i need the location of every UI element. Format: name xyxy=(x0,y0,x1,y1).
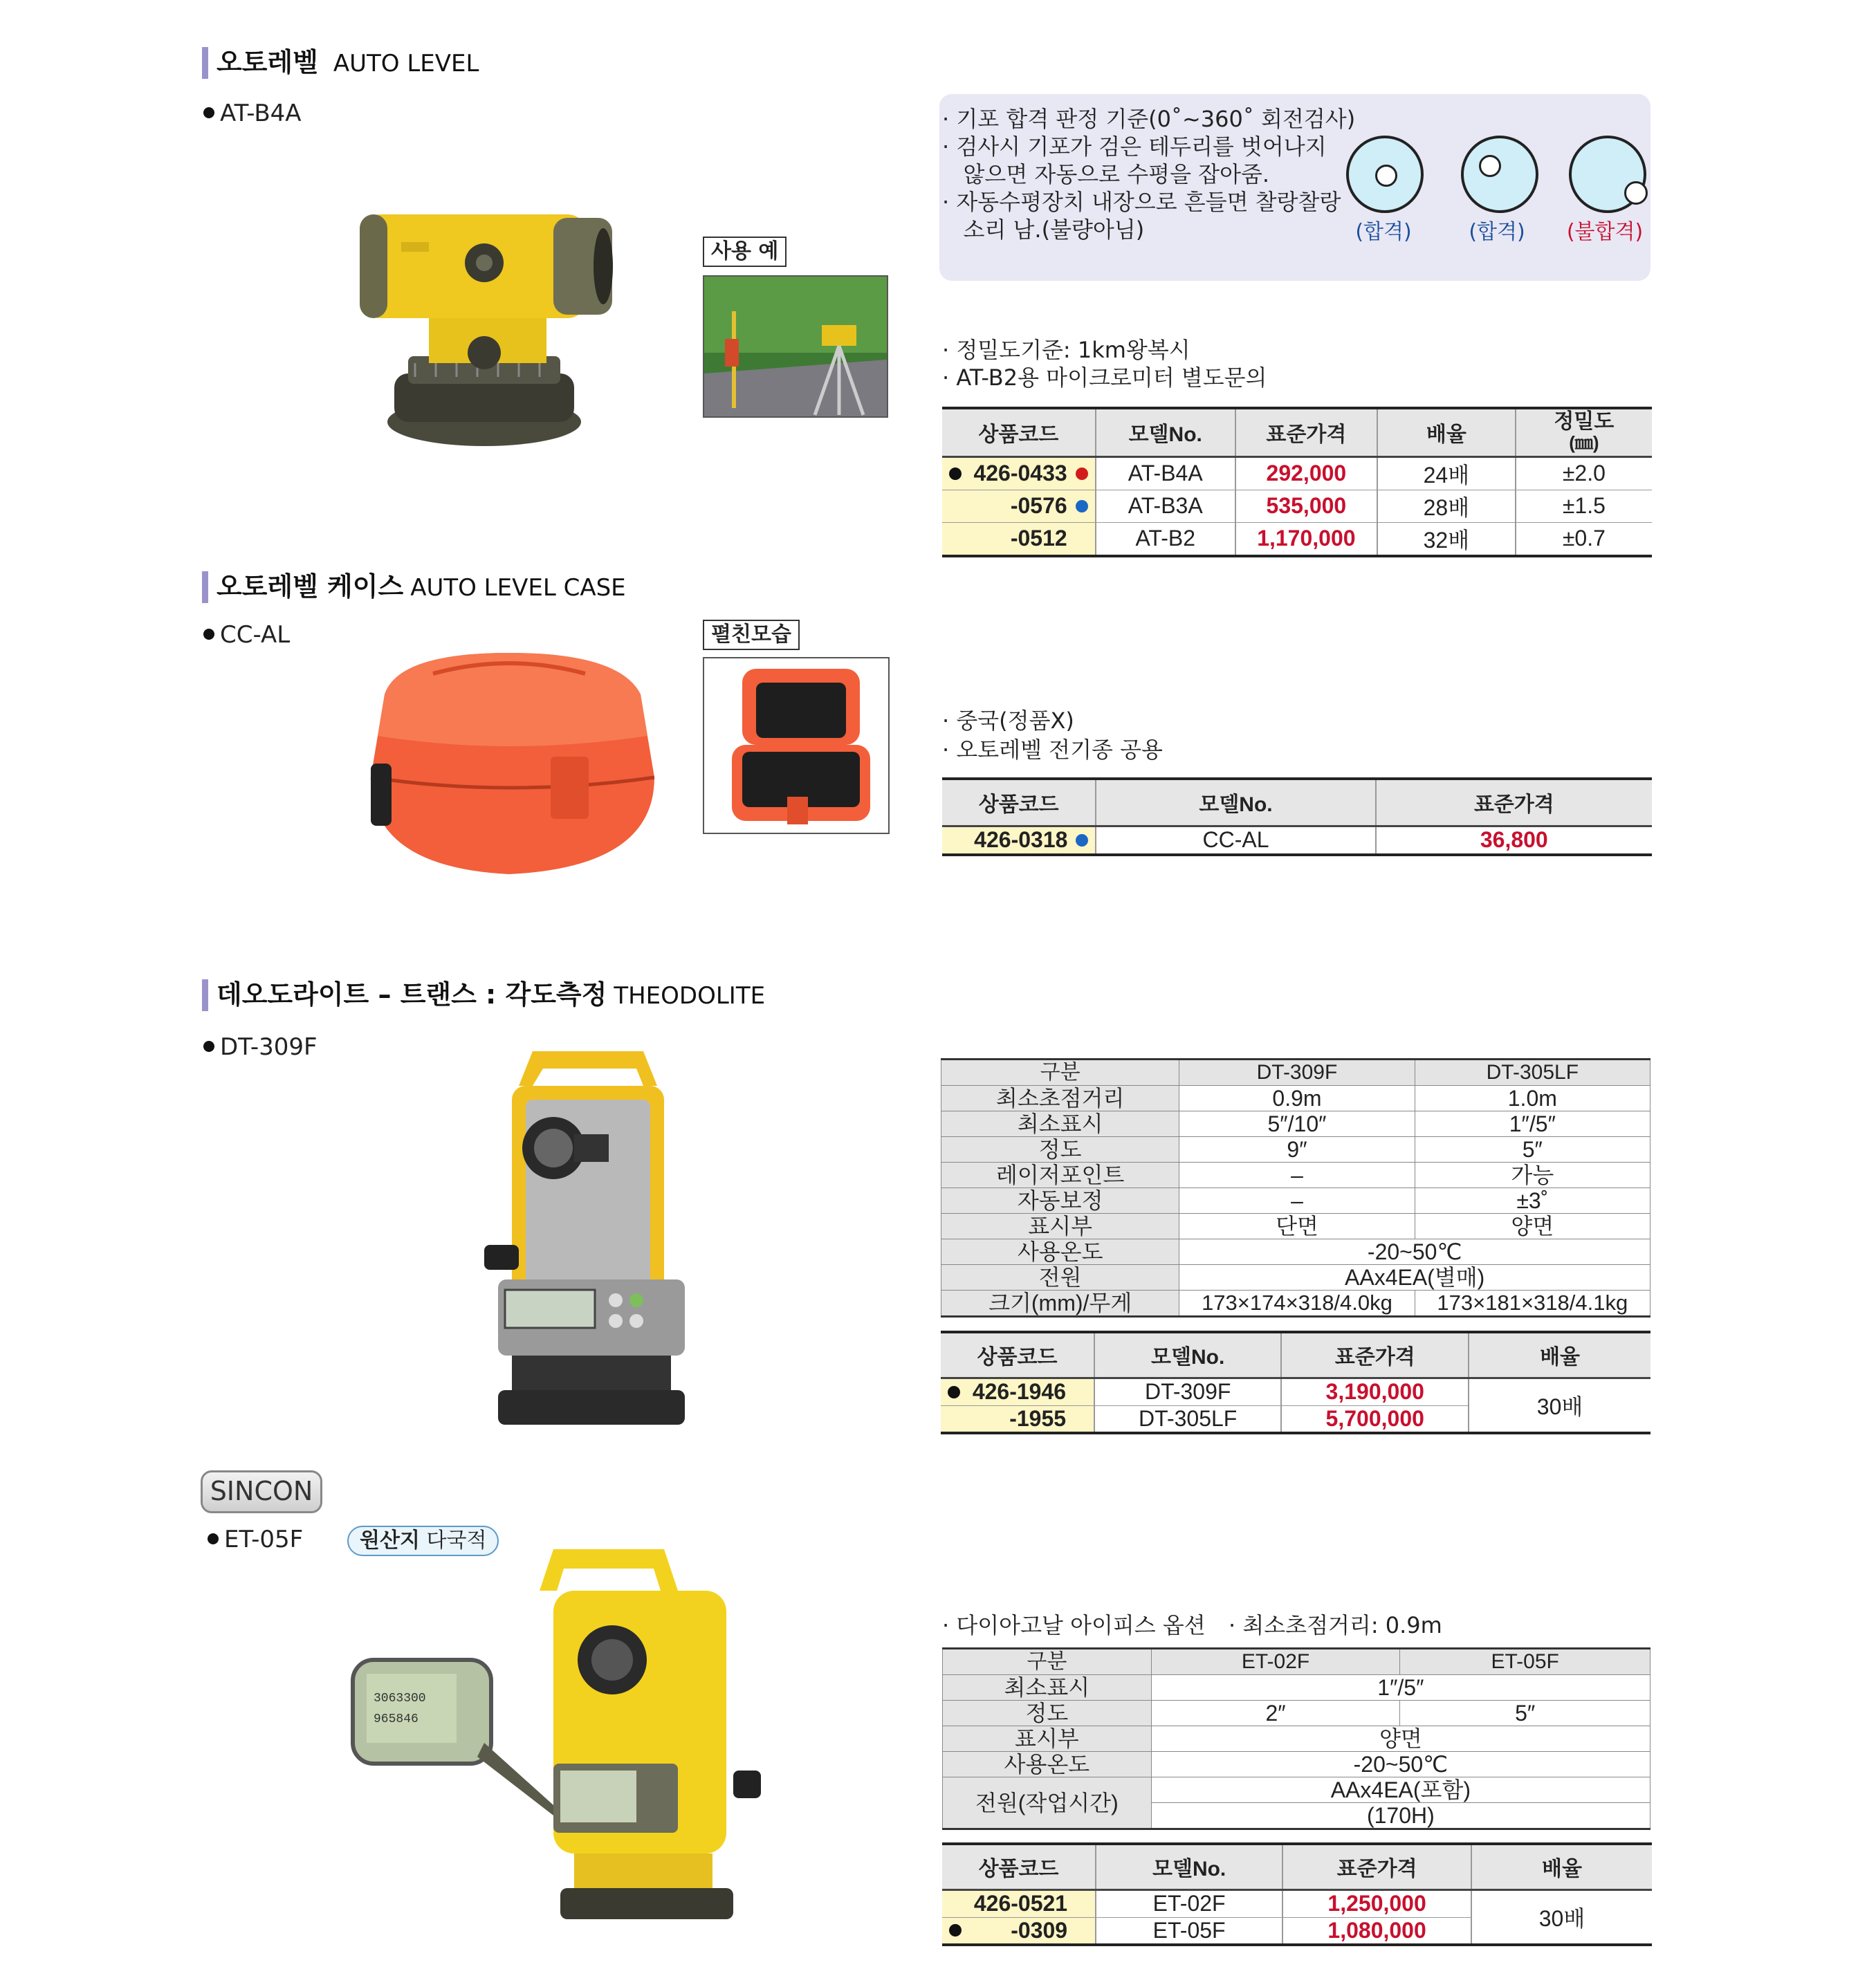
open-view-tag: 펼친모습 xyxy=(703,620,800,650)
spec-row xyxy=(941,1291,1650,1317)
table-header-row xyxy=(941,1332,1650,1378)
header-magnification: 배율 xyxy=(1469,1332,1650,1378)
bubble-label-pass-1: (합격) xyxy=(1355,220,1412,244)
product-code-cell xyxy=(942,826,1096,855)
price-cell: 36,800 xyxy=(1376,826,1652,855)
section-title-text: 오토레벨 xyxy=(217,47,318,77)
spec-value: 5″ xyxy=(1415,1137,1650,1163)
price-cell: 5,700,000 xyxy=(1281,1405,1469,1433)
code-text: -1955 xyxy=(1009,1405,1067,1431)
magnification-cell: 24배 xyxy=(1377,456,1516,490)
et-price-table xyxy=(942,1842,1652,1946)
code-text: 426-0318 xyxy=(974,827,1068,853)
spec-value: 2″ xyxy=(1151,1701,1400,1726)
table-row xyxy=(942,522,1652,556)
level-bubble-pass-offset-icon xyxy=(1461,136,1538,213)
table-row xyxy=(942,1889,1652,1917)
level-bubble-fail-icon xyxy=(1569,136,1646,213)
product-code-cell xyxy=(942,1889,1096,1917)
spec-value: 양면 xyxy=(1415,1214,1650,1239)
code-text: -0576 xyxy=(1010,493,1067,518)
spec-row xyxy=(941,1137,1650,1163)
code-text: 426-0433 xyxy=(973,461,1067,486)
model-label-cc-al xyxy=(203,621,290,649)
spec-label: 사용온도 xyxy=(941,1239,1179,1265)
spec-value: 173×181×318/4.1kg xyxy=(1415,1291,1650,1317)
svg-text:965846: 965846 xyxy=(374,1712,419,1726)
spec-value: 가능 xyxy=(1415,1163,1650,1188)
spec-label: 사용온도 xyxy=(943,1752,1152,1777)
table-row xyxy=(941,1378,1650,1405)
spec-head-et-02f: ET-02F xyxy=(1151,1649,1400,1675)
spec-label: 표시부 xyxy=(943,1726,1152,1752)
code-text: 426-0521 xyxy=(973,1891,1068,1916)
level-bubble-pass-center-icon xyxy=(1346,136,1424,213)
product-code-cell xyxy=(942,1917,1096,1945)
info-line-5: 소리 남.(불량아님) xyxy=(942,216,1145,243)
model-cell: DT-305LF xyxy=(1094,1405,1281,1433)
dt-spec-table xyxy=(941,1058,1650,1318)
model-cell: DT-309F xyxy=(1094,1378,1281,1405)
bullet-dot-icon xyxy=(948,1386,960,1398)
usage-example-photo xyxy=(703,275,888,418)
spec-label: 최소표시 xyxy=(941,1111,1179,1137)
header-precision-unit: (㎜) xyxy=(1569,432,1599,454)
spec-value: 173×174×318/4.0kg xyxy=(1179,1291,1415,1317)
spec-value: (170H) xyxy=(1151,1803,1650,1829)
red-dot-icon xyxy=(1076,468,1088,480)
spec-value: – xyxy=(1179,1188,1415,1214)
model-text: CC-AL xyxy=(220,621,291,649)
spec-label: 자동보정 xyxy=(941,1188,1179,1214)
model-text: AT-B4A xyxy=(220,100,302,127)
section-title-en: AUTO LEVEL xyxy=(333,50,479,77)
info-line-4: · 자동수평장치 내장으로 흔들면 찰랑찰랑 xyxy=(942,189,1341,215)
spec-value: -20~50℃ xyxy=(1151,1752,1650,1777)
min-focus-note: · 최소초점거리: 0.9m xyxy=(1229,1612,1442,1638)
header-model: 모델No. xyxy=(1096,779,1375,826)
bubble-label-fail: (불합격) xyxy=(1566,220,1644,244)
model-label-dt-309f xyxy=(203,1033,318,1061)
spec-value: 1″/5″ xyxy=(1415,1111,1650,1137)
model-text: DT-309F xyxy=(220,1033,318,1061)
header-price: 표준가격 xyxy=(1376,779,1652,826)
code-text: 426-1946 xyxy=(972,1379,1067,1404)
spec-row xyxy=(941,1265,1650,1291)
header-code: 상품코드 xyxy=(942,1844,1096,1889)
spec-value: 1.0m xyxy=(1415,1086,1650,1111)
spec-header-row xyxy=(943,1649,1650,1675)
spec-value: ±3˚ xyxy=(1415,1188,1650,1214)
spec-head-category: 구분 xyxy=(943,1649,1152,1675)
spec-value: AAx4EA(별매) xyxy=(1179,1265,1650,1291)
blue-dot-icon xyxy=(1076,500,1088,512)
code-text: -0309 xyxy=(1011,1917,1068,1943)
spec-label: 최소표시 xyxy=(943,1675,1152,1701)
spec-row xyxy=(943,1675,1650,1701)
price-cell: 1,080,000 xyxy=(1282,1917,1471,1945)
spec-row xyxy=(941,1111,1650,1137)
precision-note: · 정밀도기준: 1km왕복시 xyxy=(942,337,1190,363)
dt-price-table xyxy=(941,1331,1650,1434)
theodolite-et-05f-image xyxy=(346,1542,782,1930)
spec-label: 정도 xyxy=(943,1701,1152,1726)
table-header-row xyxy=(942,1844,1652,1889)
price-cell: 1,250,000 xyxy=(1282,1889,1471,1917)
spec-head-et-05f: ET-05F xyxy=(1400,1649,1650,1675)
table-row xyxy=(942,490,1652,522)
precision-cell: ±1.5 xyxy=(1516,490,1652,522)
product-code-cell xyxy=(942,490,1096,522)
brand-badge-sincon: SINCON xyxy=(201,1470,322,1513)
spec-header-row xyxy=(941,1060,1650,1086)
info-line-1: · 기포 합격 판정 기준(0˚~360˚ 회전검사) xyxy=(942,106,1356,132)
spec-row xyxy=(943,1726,1650,1752)
product-code-cell xyxy=(941,1405,1094,1433)
spec-value: – xyxy=(1179,1163,1415,1188)
header-model: 모델No. xyxy=(1096,1844,1282,1889)
model-label-at-b4a xyxy=(203,100,302,127)
header-magnification: 배율 xyxy=(1471,1844,1652,1889)
spec-row xyxy=(941,1163,1650,1188)
info-line-3: 않으면 자동으로 수평을 잡아줌. xyxy=(942,161,1270,187)
info-line-2: · 검사시 기포가 검은 테두리를 벗어나지 xyxy=(942,133,1327,160)
spec-value: 양면 xyxy=(1151,1726,1650,1752)
section-title-en: THEODOLITE xyxy=(614,982,766,1010)
auto-level-product-image xyxy=(346,201,623,450)
model-cell: AT-B2 xyxy=(1096,522,1235,556)
spec-label: 크기(mm)/무게 xyxy=(941,1291,1179,1317)
origin-value: 다국적 xyxy=(426,1528,487,1553)
spec-value: -20~50℃ xyxy=(1179,1239,1650,1265)
origin-note: · 중국(정품X) xyxy=(942,708,1074,734)
header-price: 표준가격 xyxy=(1282,1844,1471,1889)
section-title-text: 데오도라이트 – 트랜스 : 각도측정 xyxy=(217,979,607,1010)
spec-head-dt-309f: DT-309F xyxy=(1179,1060,1415,1086)
spec-row xyxy=(941,1188,1650,1214)
spec-row xyxy=(941,1086,1650,1111)
bullet-dot-icon xyxy=(208,1533,219,1544)
svg-text:3063300: 3063300 xyxy=(374,1692,426,1706)
spec-value: 1″/5″ xyxy=(1151,1675,1650,1701)
model-cell: CC-AL xyxy=(1096,826,1375,855)
spec-label: 전원 xyxy=(941,1265,1179,1291)
magnification-cell: 32배 xyxy=(1377,522,1516,556)
bullet-dot-icon xyxy=(949,1924,962,1937)
spec-head-category: 구분 xyxy=(941,1060,1179,1086)
bullet-dot-icon xyxy=(949,468,962,480)
header-model: 모델No. xyxy=(1096,408,1235,456)
precision-cell: ±2.0 xyxy=(1516,456,1652,490)
header-precision xyxy=(1516,408,1652,456)
header-code: 상품코드 xyxy=(942,408,1096,456)
header-code: 상품코드 xyxy=(941,1332,1094,1378)
compatibility-note: · 오토레벨 전기종 공용 xyxy=(942,737,1163,763)
precision-cell: ±0.7 xyxy=(1516,522,1652,556)
spec-value: 0.9m xyxy=(1179,1086,1415,1111)
model-cell: AT-B3A xyxy=(1096,490,1235,522)
spec-row xyxy=(943,1752,1650,1777)
table-header-row xyxy=(942,779,1652,826)
magnification-cell: 28배 xyxy=(1377,490,1516,522)
bullet-dot-icon xyxy=(203,107,214,118)
header-model: 모델No. xyxy=(1094,1332,1281,1378)
model-cell: AT-B4A xyxy=(1096,456,1235,490)
section-title-en: AUTO LEVEL CASE xyxy=(410,574,626,602)
diagonal-eyepiece-note: · 다이아고날 아이피스 옵션 xyxy=(942,1612,1206,1638)
model-label-et-05f xyxy=(208,1526,303,1553)
spec-row xyxy=(943,1777,1650,1803)
auto-level-price-table xyxy=(942,407,1652,557)
bubble-label-pass-2: (합격) xyxy=(1469,220,1525,244)
spec-value: 단면 xyxy=(1179,1214,1415,1239)
header-magnification: 배율 xyxy=(1377,408,1516,456)
spec-value: 5″/10″ xyxy=(1179,1111,1415,1137)
magnification-cell: 30배 xyxy=(1471,1889,1652,1945)
spec-value: 5″ xyxy=(1400,1701,1650,1726)
table-row xyxy=(942,456,1652,490)
open-case-photo xyxy=(703,657,890,834)
micrometer-note: · AT-B2용 마이크로미터 별도문의 xyxy=(942,364,1267,391)
et-spec-table xyxy=(942,1647,1650,1830)
product-code-cell xyxy=(941,1378,1094,1405)
spec-label: 표시부 xyxy=(941,1214,1179,1239)
header-code: 상품코드 xyxy=(942,779,1096,826)
price-cell: 292,000 xyxy=(1235,456,1377,490)
usage-example-tag: 사용 예 xyxy=(703,237,787,267)
price-cell: 3,190,000 xyxy=(1281,1378,1469,1405)
header-precision-text: 정밀도 xyxy=(1554,410,1615,434)
spec-row xyxy=(941,1214,1650,1239)
header-price: 표준가격 xyxy=(1281,1332,1469,1378)
table-row xyxy=(942,826,1652,855)
product-code-cell xyxy=(942,456,1096,490)
auto-level-case-image xyxy=(357,639,668,888)
code-text: -0512 xyxy=(1010,526,1067,551)
blue-dot-icon xyxy=(1076,834,1088,847)
product-code-cell xyxy=(942,522,1096,556)
spec-value: 9″ xyxy=(1179,1137,1415,1163)
bullet-dot-icon xyxy=(203,1041,214,1052)
spec-label: 레이저포인트 xyxy=(941,1163,1179,1188)
spec-label: 전원(작업시간) xyxy=(943,1777,1152,1829)
spec-label: 최소초점거리 xyxy=(941,1086,1179,1111)
theodolite-dt-309f-image xyxy=(450,1044,699,1439)
case-price-table xyxy=(942,777,1652,856)
spec-head-dt-305lf: DT-305LF xyxy=(1415,1060,1650,1086)
spec-value: AAx4EA(포함) xyxy=(1151,1777,1650,1803)
price-cell: 1,170,000 xyxy=(1235,522,1377,556)
spec-row xyxy=(941,1239,1650,1265)
spec-label: 정도 xyxy=(941,1137,1179,1163)
section-title-auto-level xyxy=(202,47,479,79)
section-title-theodolite xyxy=(202,979,765,1011)
table-header-row xyxy=(942,408,1652,456)
model-cell: ET-02F xyxy=(1096,1889,1282,1917)
price-cell: 535,000 xyxy=(1235,490,1377,522)
section-title-auto-level-case xyxy=(202,571,626,603)
origin-label: 원산지 xyxy=(360,1528,420,1553)
header-price: 표준가격 xyxy=(1235,408,1377,456)
model-text: ET-05F xyxy=(224,1526,304,1553)
bullet-dot-icon xyxy=(203,629,214,640)
section-title-text: 오토레벨 케이스 xyxy=(217,571,404,602)
magnification-cell: 30배 xyxy=(1469,1378,1650,1433)
model-cell: ET-05F xyxy=(1096,1917,1282,1945)
spec-row xyxy=(943,1701,1650,1726)
